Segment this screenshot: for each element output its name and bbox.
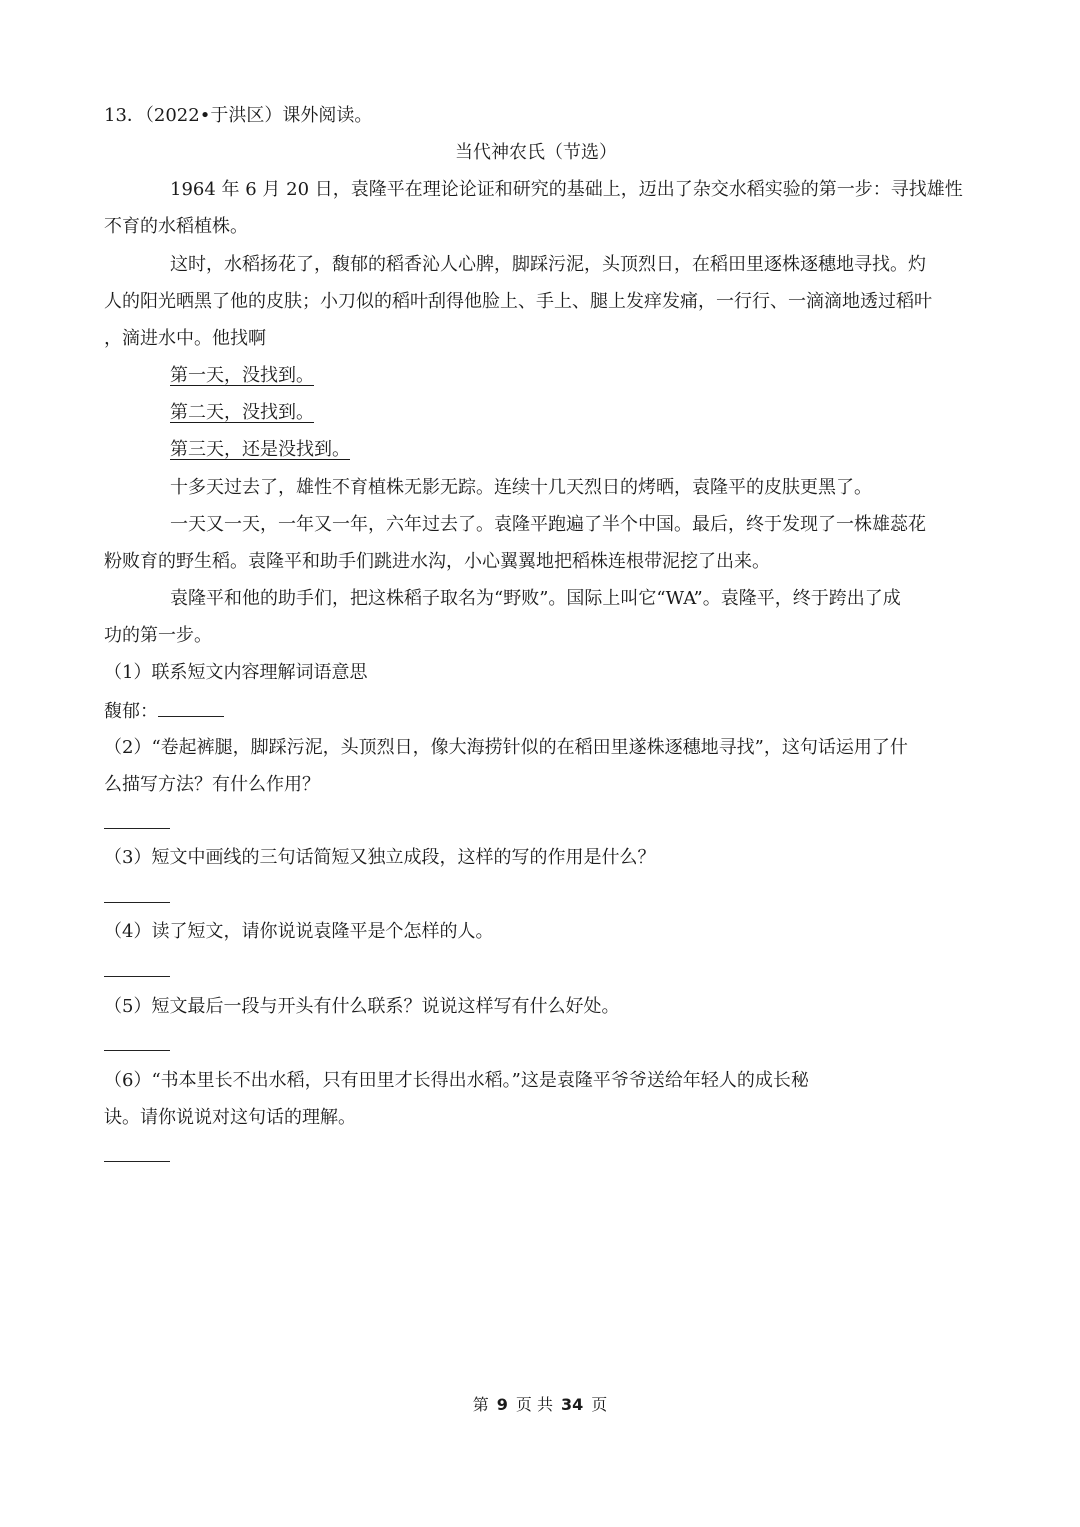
page-number: 9 (496, 1395, 508, 1414)
passage-line: 粉败育的野生稻。袁隆平和助手们跳进水沟，小心翼翼地把稻株连根带泥挖了出来。 (104, 551, 770, 572)
subquestion-5: （5）短文最后一段与开头有什么联系？说说这样写有什么好处。 (104, 996, 620, 1017)
passage-line: 一天又一天，一年又一年，六年过去了。袁隆平跑遍了半个中国。最后，终于发现了一株雄蕊花 (170, 514, 926, 535)
subquestion-1-word (104, 698, 224, 724)
passage-line: 功的第一步。 (104, 625, 212, 646)
passage-line: 这时，水稻扬花了，馥郁的稻香沁人心脾，脚踩污泥，头顶烈日，在稻田里逐株逐穗地寻找。灼 (170, 254, 926, 275)
answer-blank[interactable] (104, 976, 170, 977)
underlined-sentence: 第二天，没找到。 (170, 402, 314, 423)
footer-mid: 页 共 (515, 1395, 553, 1414)
footer-prefix: 第 (472, 1395, 489, 1414)
underlined-sentence: 第三天，还是没找到。 (170, 439, 350, 460)
subquestion-2: （2）“卷起裤腿，脚踩污泥，头顶烈日，像大海捞针似的在稻田里遂株逐穗地寻找”，这句话运用了什 (104, 737, 908, 758)
subquestion-1: （1）联系短文内容理解词语意思 (104, 662, 368, 683)
answer-blank[interactable] (158, 698, 224, 717)
answer-blank[interactable] (104, 828, 170, 829)
subquestion-3: （3）短文中画线的三句话简短又独立成段，这样的写的作用是什么？ (104, 847, 656, 868)
subquestion-6: （6）“书本里长不出水稻，只有田里才长得出水稻。”这是袁隆平爷爷送给年轻人的成长秘 (104, 1070, 809, 1091)
passage-line: ，滴进水中。他找啊 (104, 328, 266, 349)
total-pages: 34 (560, 1395, 584, 1414)
underlined-sentence: 第一天，没找到。 (170, 365, 314, 386)
passage-line: 不育的水稻植株。 (104, 216, 248, 237)
page-footer (0, 1394, 1080, 1416)
passage-line: 1964 年 6 月 20 日，袁隆平在理论论证和研究的基础上，迈出了杂交水稻实验的第一步：寻找雄性 (170, 179, 963, 200)
answer-blank[interactable] (104, 902, 170, 903)
passage-line: 人的阳光晒黑了他的皮肤；小刀似的稻叶刮得他脸上、手上、腿上发痒发痛，一行行、一滴滴地透过稻叶 (104, 291, 932, 312)
answer-blank[interactable] (104, 1050, 170, 1051)
subquestion-4: （4）读了短文，请你说说袁隆平是个怎样的人。 (104, 921, 494, 942)
subquestion-2-cont: 么描写方法？有什么作用？ (104, 774, 320, 795)
question-header: 13．（2022•于洪区）课外阅读。 (104, 105, 373, 126)
word-label: 馥郁： (104, 701, 158, 722)
answer-blank[interactable] (104, 1161, 170, 1162)
footer-suffix: 页 (591, 1395, 608, 1414)
passage-title: 当代神农氏（节选） (455, 142, 617, 163)
subquestion-6-cont: 诀。请你说说对这句话的理解。 (104, 1107, 356, 1128)
passage-line: 十多天过去了，雄性不育植株无影无踪。连续十几天烈日的烤晒，袁隆平的皮肤更黑了。 (170, 477, 872, 498)
passage-line: 袁隆平和他的助手们，把这株稻子取名为“野败”。国际上叫它“WA”。袁隆平，终于跨出了成 (170, 588, 901, 609)
